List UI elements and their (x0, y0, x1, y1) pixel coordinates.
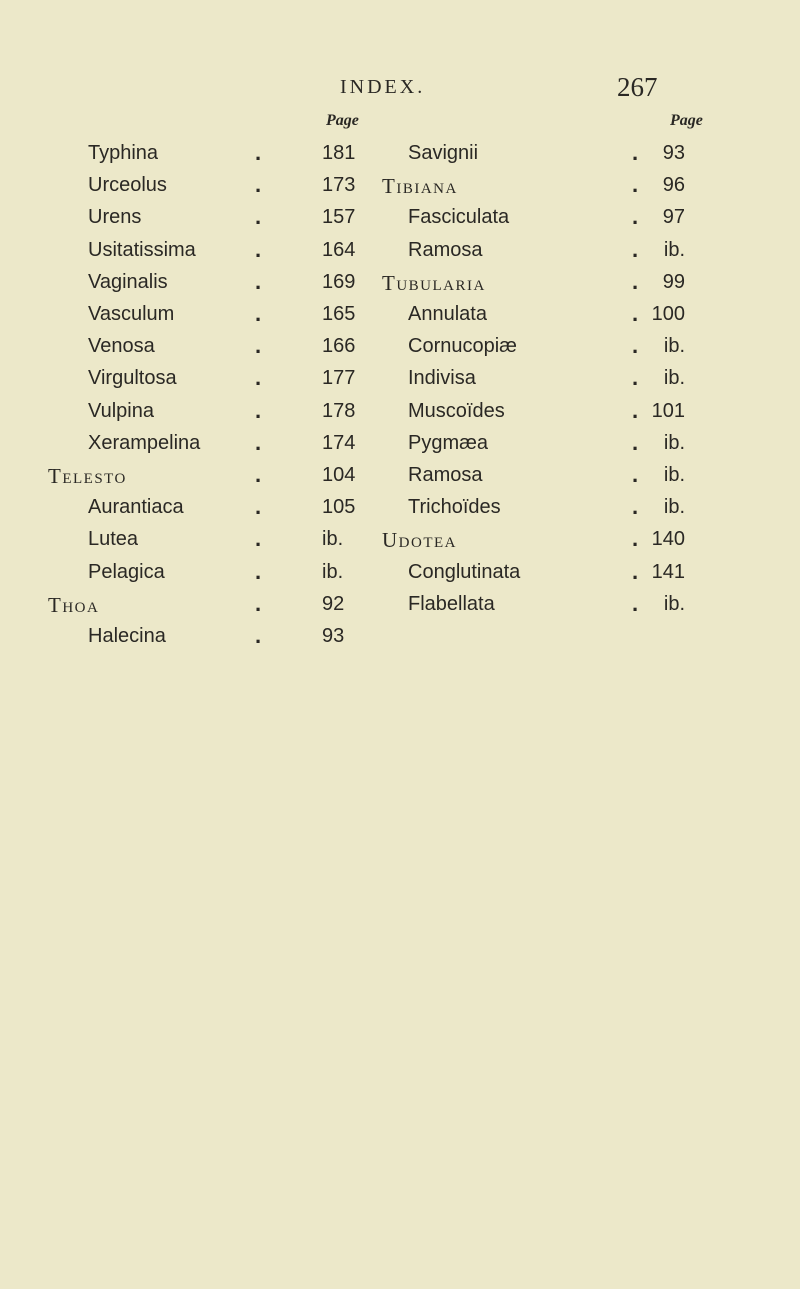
index-entry (0, 496, 400, 528)
species-name: Usitatissima (88, 238, 196, 261)
species-name: Muscoïdes (408, 399, 505, 422)
genus-name: Tibiana (382, 174, 458, 199)
species-name: Annulata (408, 303, 487, 325)
page-reference: 141 (651, 560, 685, 583)
species-name: Aurantiaca (88, 496, 184, 519)
genus-name: Telesto (48, 464, 127, 488)
page-reference: ib. (322, 560, 344, 583)
page-column-label: Page (670, 112, 703, 129)
index-entry (0, 236, 400, 271)
page-reference: 140 (651, 528, 685, 551)
index-entry (0, 206, 400, 238)
index-entry (400, 142, 800, 174)
species-name: Ramosa (408, 464, 483, 486)
page-reference: 101 (651, 399, 685, 422)
page-reference: 105 (322, 496, 356, 519)
genus-name: Udotea (382, 528, 457, 553)
index-entry (400, 335, 800, 367)
index-entry (400, 590, 800, 625)
index-entry (0, 429, 400, 464)
leader-dot: . (632, 172, 639, 198)
leader-dot: . (255, 333, 262, 359)
species-name: Pelagica (88, 560, 165, 583)
page-number: 267 (617, 72, 658, 102)
leader-dot: . (632, 365, 639, 391)
leader-dot: . (255, 140, 262, 165)
species-name: Flabellata (408, 592, 495, 615)
index-entry (400, 496, 800, 528)
page-reference: 157 (322, 206, 356, 229)
leader-dot: . (632, 236, 639, 262)
species-name: Vulpina (88, 399, 154, 422)
leader-dot: . (632, 397, 639, 423)
index-entry (0, 174, 400, 206)
page-reference: 164 (322, 238, 356, 261)
index-entry (0, 625, 400, 657)
index-entry (400, 236, 800, 271)
page-reference: 165 (322, 303, 356, 325)
species-name: Urens (88, 206, 142, 229)
leader-dot: . (255, 558, 262, 584)
species-name: Venosa (88, 335, 155, 358)
index-entry (0, 397, 400, 432)
species-name: Halecina (88, 625, 166, 647)
page-reference: ib. (663, 335, 685, 358)
page-reference: 177 (322, 367, 356, 390)
page-reference: ib. (663, 431, 685, 454)
index-entry (0, 528, 400, 560)
page-reference: ib. (663, 238, 685, 261)
index-entry (400, 558, 800, 593)
leader-dot: . (255, 462, 262, 487)
page-reference: ib. (663, 367, 685, 390)
page-reference: ib. (322, 528, 344, 551)
page-reference: ib. (663, 496, 685, 519)
species-name: Fasciculata (408, 206, 510, 229)
page-reference: 166 (322, 335, 356, 358)
page-reference: 174 (322, 431, 356, 454)
index-entry (400, 397, 800, 432)
page-reference: 104 (322, 464, 356, 486)
species-name: Xerampelina (88, 431, 201, 454)
index-entry (0, 367, 400, 399)
page-reference: ib. (663, 464, 685, 486)
index-entry (0, 303, 400, 335)
page-reference: ib. (663, 592, 685, 615)
genus-name: Thoa (48, 592, 100, 617)
leader-dot: . (255, 526, 262, 552)
page-reference: 169 (322, 270, 356, 293)
leader-dot: . (632, 462, 639, 487)
page-reference: 173 (322, 174, 356, 197)
page-reference: 99 (662, 270, 685, 293)
leader-dot: . (632, 204, 639, 230)
species-name: Conglutinata (408, 560, 521, 583)
leader-dot: . (632, 494, 639, 520)
leader-dot: . (255, 590, 262, 616)
species-name: Virgultosa (88, 367, 177, 390)
leader-dot: . (255, 429, 262, 455)
index-entry (0, 142, 400, 174)
leader-dot: . (632, 526, 639, 552)
leader-dot: . (632, 333, 639, 359)
index-entry (382, 526, 800, 560)
leader-dot: . (255, 301, 262, 326)
species-name: Savignii (408, 142, 479, 164)
page-reference: 97 (662, 206, 685, 229)
index-entry (0, 268, 400, 303)
leader-dot: . (632, 268, 639, 294)
leader-dot: . (255, 172, 262, 198)
index-entry (400, 303, 800, 335)
leader-dot: . (255, 623, 262, 648)
leader-dot: . (632, 140, 639, 165)
species-name: Indivisa (408, 367, 476, 390)
species-name: Pygmæa (408, 431, 489, 454)
leader-dot: . (255, 365, 262, 391)
index-entry (0, 558, 400, 593)
leader-dot: . (632, 429, 639, 455)
leader-dot: . (255, 236, 262, 262)
index-entry (400, 429, 800, 464)
species-name: Vasculum (88, 303, 175, 325)
genus-name: Tubularia (382, 270, 486, 295)
page-reference: 93 (322, 625, 345, 647)
index-entry (0, 590, 400, 625)
species-name: Vaginalis (88, 270, 168, 293)
page-reference: 178 (322, 399, 356, 422)
leader-dot: . (632, 590, 639, 616)
index-entry (400, 367, 800, 399)
index-entry (382, 268, 800, 303)
leader-dot: . (255, 494, 262, 520)
page-reference: 93 (662, 142, 685, 164)
index-entry (0, 335, 400, 367)
species-name: Lutea (88, 528, 139, 551)
species-name: Typhina (88, 142, 159, 164)
page-reference: 181 (322, 142, 356, 164)
leader-dot: . (255, 397, 262, 423)
leader-dot: . (632, 558, 639, 584)
species-name: Ramosa (408, 238, 483, 261)
page-reference: 100 (651, 303, 685, 325)
index-entry (382, 172, 800, 206)
leader-dot: . (632, 301, 639, 326)
page-column-label: Page (326, 112, 359, 129)
index-title: INDEX. (340, 76, 426, 98)
running-head (0, 72, 800, 108)
species-name: Trichoïdes (408, 496, 501, 519)
leader-dot: . (255, 204, 262, 230)
page-reference: 92 (322, 592, 345, 615)
species-name: Urceolus (88, 174, 167, 197)
index-entry (400, 464, 800, 496)
index-entry (400, 206, 800, 238)
species-name: Cornucopiæ (408, 335, 517, 358)
leader-dot: . (255, 268, 262, 294)
page-reference: 96 (662, 174, 685, 197)
index-entry (0, 464, 400, 496)
